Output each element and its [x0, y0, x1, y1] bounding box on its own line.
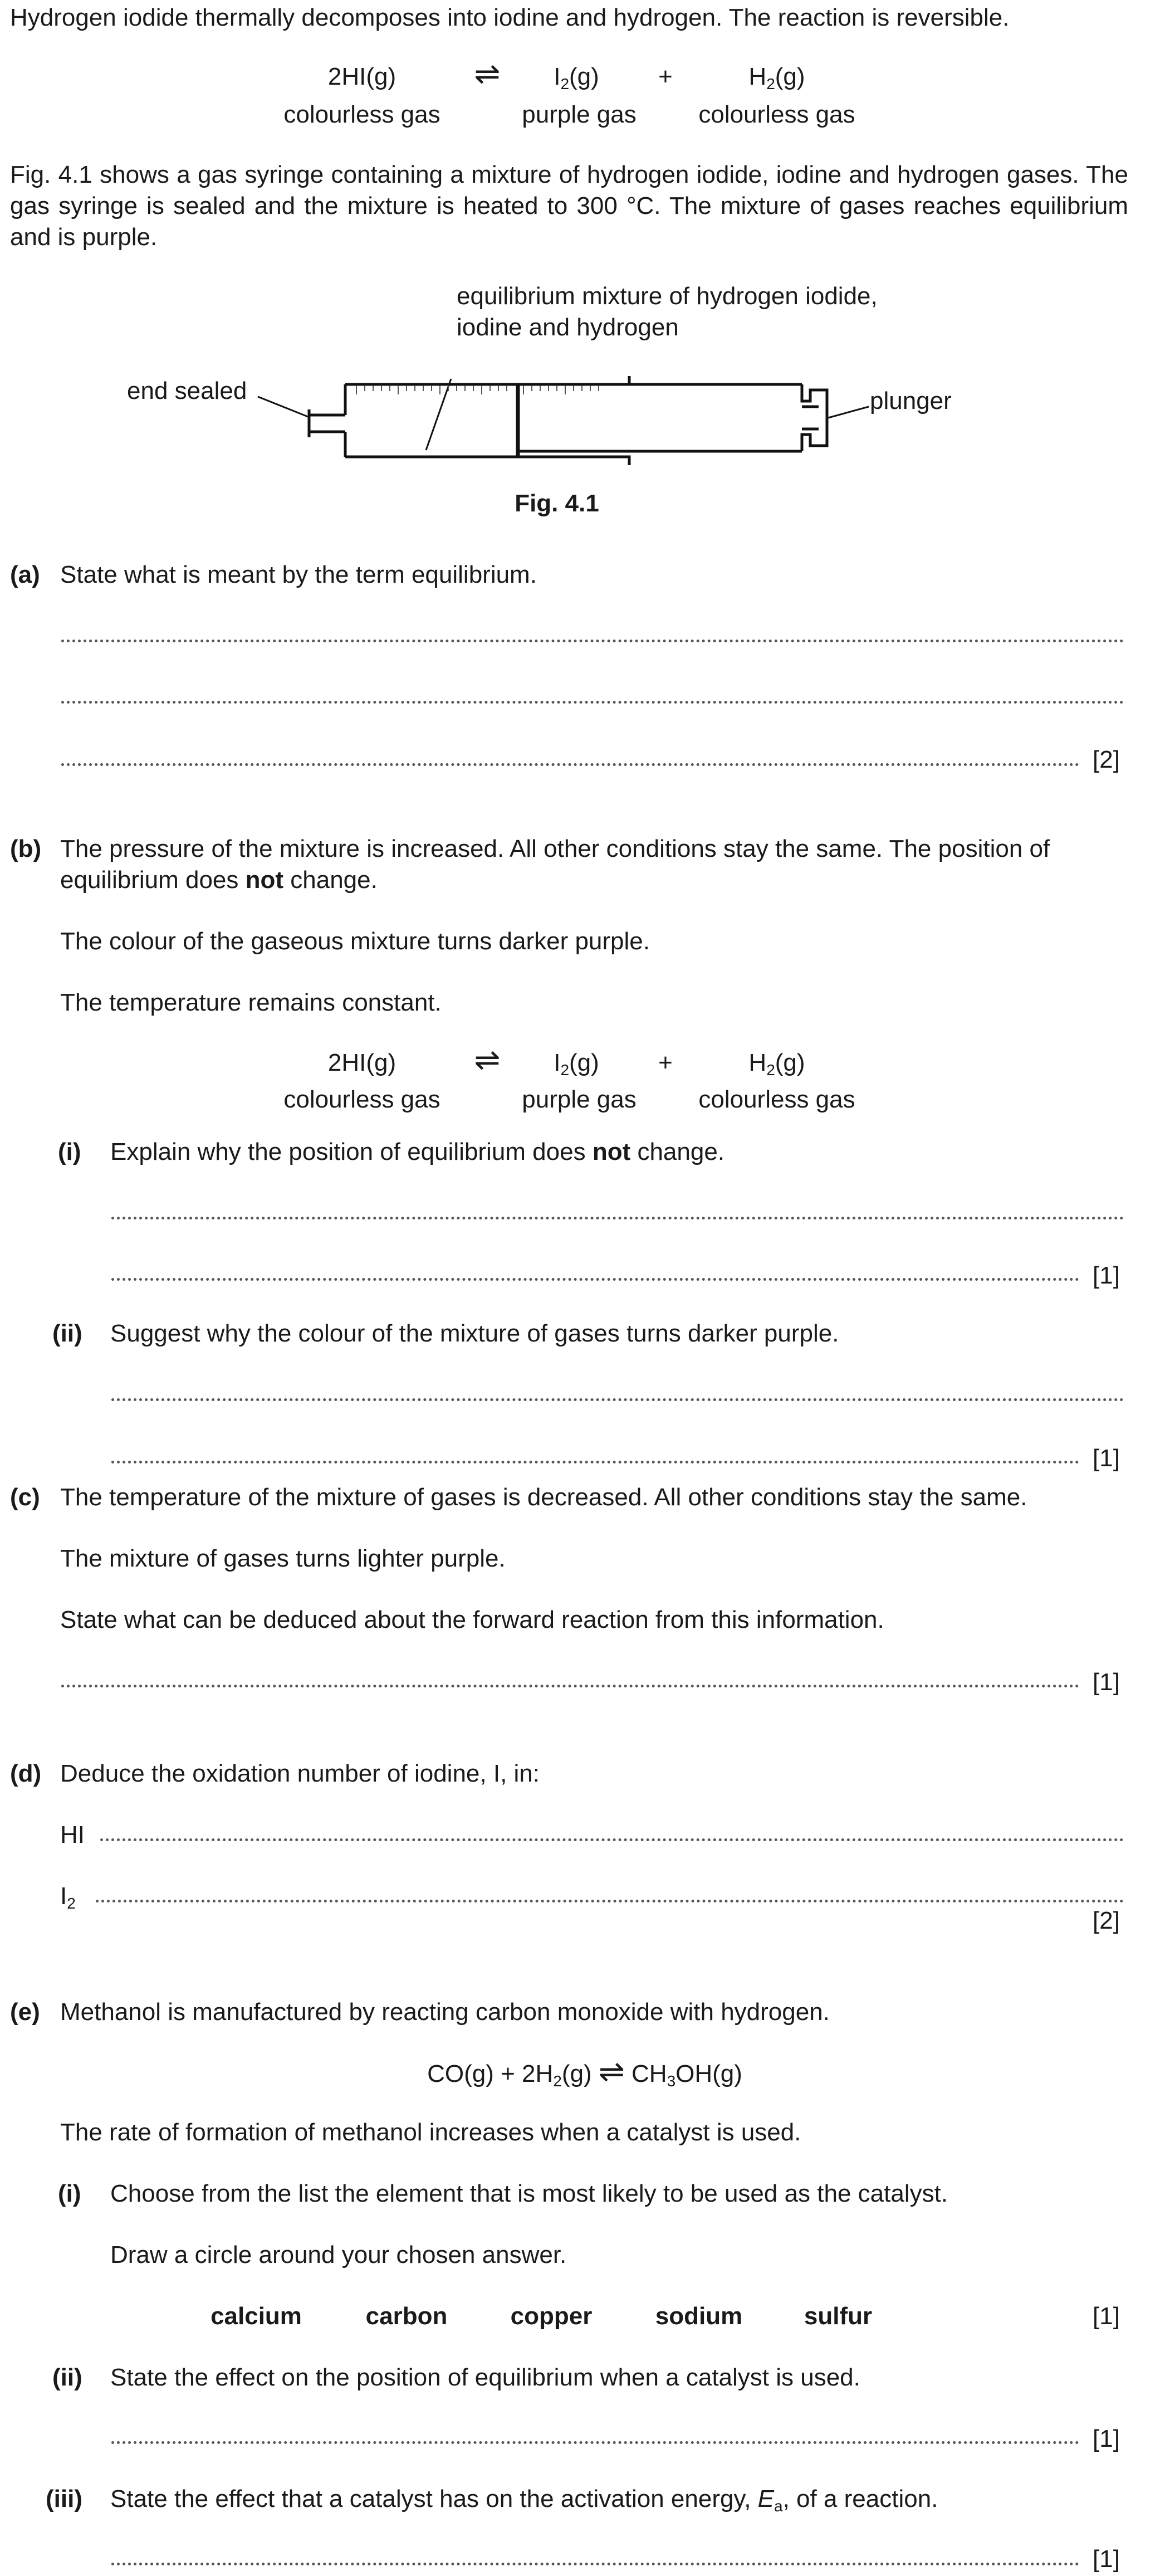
methanol-equation: $CO(g) + 2H_2(g)$ ⇌ $CH_3OH(g)$	[427, 2053, 742, 2090]
mark-d: [2]	[1093, 1907, 1120, 1934]
question-e-i-number: (i)	[58, 2180, 81, 2207]
syringe-graduations	[356, 386, 599, 394]
question-e-ii-number: (ii)	[52, 2364, 82, 2391]
answer-line-a-1[interactable]	[61, 640, 1124, 642]
label-equilibrium-mixture-1: equilibrium mixture of hydrogen iodide,	[457, 282, 878, 310]
equation-plus: +	[658, 63, 673, 90]
figure-4-1	[0, 273, 1170, 517]
label-2-hi-colour: colourless gas	[283, 1086, 440, 1113]
question-b-i-number: (i)	[58, 1138, 81, 1165]
answer-line-d-hi[interactable]	[100, 1838, 1124, 1841]
answer-line-d-i2[interactable]	[96, 1900, 1124, 1902]
mark-e-iii: [1]	[1093, 2545, 1120, 2573]
answer-line-a-2[interactable]	[61, 701, 1124, 704]
answer-line-b-ii-1[interactable]	[111, 1398, 1124, 1401]
answer-line-b-i-2[interactable]	[111, 1278, 1079, 1281]
equation-i2: $I_2(g)$	[554, 63, 599, 92]
equation-2-lhs: 2HI(g)	[327, 1049, 396, 1076]
question-e-rate: The rate of formation of methanol increases when a catalyst is used.	[60, 2119, 801, 2146]
option-sulfur[interactable]: sulfur	[804, 2302, 873, 2330]
question-e-iii-number: (iii)	[46, 2485, 82, 2512]
question-c-text-1: The temperature of the mixture of gases is decreased. All other conditions stay the same.	[60, 1484, 1027, 1511]
label-hi-colour: colourless gas	[283, 101, 440, 128]
label-plunger: plunger	[870, 387, 952, 414]
mark-e-i: [1]	[1093, 2302, 1120, 2330]
question-b-colour: The colour of the gaseous mixture turns darker purple.	[60, 928, 650, 955]
question-b-text-2: equilibrium does not change.	[60, 866, 378, 894]
question-e-i-text: Choose from the list the element that is most likely to be used as the catalyst.	[110, 2180, 948, 2207]
figure-caption: Fig. 4.1	[515, 490, 599, 517]
question-c-text-3: State what can be deduced about the forward reaction from this information.	[60, 1606, 884, 1633]
option-copper[interactable]: copper	[510, 2302, 593, 2330]
equation-2-plus: +	[658, 1049, 673, 1076]
question-a-text: State what is meant by the term equilibrium.	[60, 561, 537, 588]
label-hi: HI	[60, 1821, 85, 1848]
label-end-sealed: end sealed	[127, 377, 247, 404]
question-c-number: (c)	[10, 1484, 40, 1511]
answer-line-e-iii[interactable]	[111, 2563, 1079, 2565]
question-b-i-text: Explain why the position of equilibrium does not change.	[110, 1138, 725, 1165]
question-c-text-2: The mixture of gases turns lighter purple.	[60, 1545, 506, 1572]
option-carbon[interactable]: carbon	[365, 2302, 448, 2330]
question-e-number: (e)	[10, 1998, 40, 2026]
question-e-iii-text: State the effect that a catalyst has on the activation energy, $E_a$, of a reaction.	[110, 2485, 938, 2515]
mark-a: [2]	[1093, 746, 1120, 773]
equation-2-i2: $I_2(g)$	[554, 1049, 599, 1079]
question-b-ii-number: (ii)	[52, 1320, 82, 1347]
answer-line-c[interactable]	[61, 1685, 1079, 1687]
option-sodium[interactable]: sodium	[655, 2302, 743, 2330]
label-2-h2-colour: colourless gas	[698, 1086, 855, 1113]
question-b-temperature: The temperature remains constant.	[60, 989, 442, 1016]
equation-2-h2: $H_2(g)$	[748, 1049, 805, 1079]
intro-text: Hydrogen iodide thermally decomposes into iodine and hydrogen. The reaction is reversible.	[10, 4, 1010, 31]
question-e-ii-text: State the effect on the position of equilibrium when a catalyst is used.	[110, 2364, 860, 2391]
equation-lhs: 2HI(g)	[327, 63, 396, 90]
answer-line-b-ii-2[interactable]	[111, 1461, 1079, 1463]
question-e-i-instruction: Draw a circle around your chosen answer.	[110, 2241, 567, 2268]
label-2-i2-colour: purple gas	[522, 1086, 637, 1113]
figure-description: Fig. 4.1 shows a gas syringe containing a mixture of hydrogen iodide, iodine and hydrogen gases. The gas syringe is sealed and the mixture is heated to 300 °C. The mixture of gases reaches equilibrium and is purple.	[10, 161, 1128, 251]
question-b-number: (b)	[10, 835, 42, 862]
equilibrium-arrow: ⇌	[474, 56, 501, 91]
label-i2-colour: purple gas	[522, 101, 637, 128]
question-e-text: Methanol is manufactured by reacting carbon monoxide with hydrogen.	[60, 1998, 830, 2026]
answer-line-b-i-1[interactable]	[111, 1217, 1124, 1219]
option-calcium[interactable]: calcium	[210, 2302, 302, 2330]
label-i2: $I_2$	[60, 1882, 76, 1912]
mark-b-ii: [1]	[1093, 1445, 1120, 1472]
question-d-text: Deduce the oxidation number of iodine, I, in:	[60, 1760, 540, 1787]
mark-c: [1]	[1093, 1668, 1120, 1696]
question-a-number: (a)	[10, 561, 40, 588]
equilibrium-arrow-2: ⇌	[474, 1042, 501, 1077]
question-b-ii-text: Suggest why the colour of the mixture of gases turns darker purple.	[110, 1320, 839, 1347]
answer-line-a-3[interactable]	[61, 763, 1079, 766]
mark-b-i: [1]	[1093, 1262, 1120, 1289]
label-equilibrium-mixture-2: iodine and hydrogen	[457, 314, 679, 341]
question-b-text-1: The pressure of the mixture is increased. All other conditions stay the same. The position of	[60, 835, 1050, 862]
question-d-number: (d)	[10, 1760, 42, 1787]
mark-e-ii: [1]	[1093, 2425, 1120, 2452]
label-h2-colour: colourless gas	[698, 101, 855, 128]
answer-line-e-ii[interactable]	[111, 2441, 1079, 2444]
equation-h2: $H_2(g)$	[748, 63, 805, 92]
